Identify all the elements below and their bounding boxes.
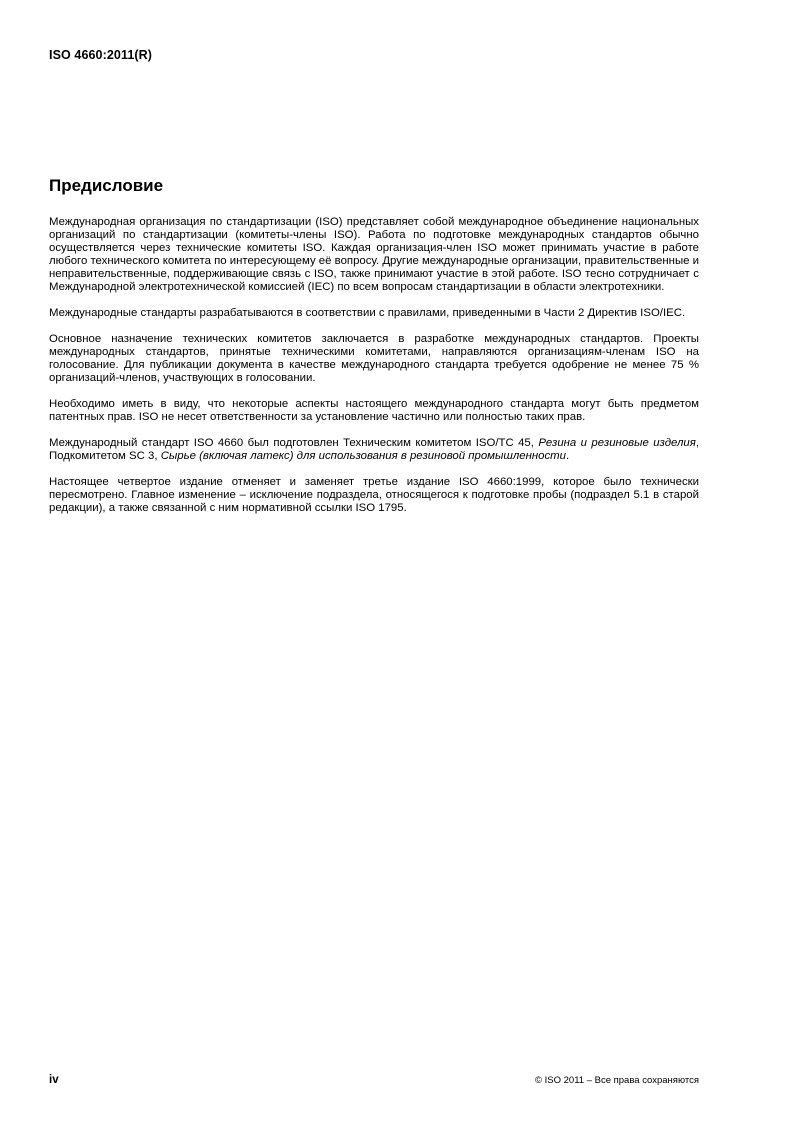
committee-title-italic: Резина и резиновые изделия — [538, 437, 696, 449]
prepared-by-text-3: . — [565, 450, 570, 462]
foreword-body — [49, 216, 699, 528]
subcommittee-title-italic: Сырье (включая латекс) для использования в резиновой промышленности — [160, 450, 566, 462]
document-id-header: ISO 4660:2011(R) — [49, 48, 153, 62]
paragraph-edition-changes: Настоящее четвертое издание отменяет и заменяет третье издание ISO 4660:1999, которое было технически пересмотрено. Главное изменение – исключение подраздела, относящегося к подготовке пробы (подраздел 5.1 в старой редакции), а также связанной с ним нормативной ссылки ISO 1795. — [49, 476, 699, 514]
paragraph-patent-rights: Необходимо иметь в виду, что некоторые аспекты настоящего международного стандарта могут быть предметом патентных прав. ISO не несет ответственности за установление частично или полностью таких прав. — [49, 398, 699, 423]
copyright-notice: © ISO 2011 – Все права сохраняются — [534, 1075, 699, 1086]
paragraph-prepared-by — [49, 437, 699, 463]
page-title: Предисловие — [49, 176, 164, 195]
paragraph-committees-task: Основное назначение технических комитетов заключается в разработке международных стандартов. Проекты международных стандартов, принятые техническими комитетами, направляются организациям-членам ISO на голосование. Для публикации документа в качестве международного стандарта требуется одобрение не менее 75 % организаций-членов, участвующих в голосовании. — [49, 333, 699, 384]
paragraph-iso-organization: Международная организация по стандартизации (ISO) представляет собой международное объединение национальных организаций по стандартизации (комитеты-члены ISO). Работа по подготовке международных стандартов обычно осуществляется через технические комитеты ISO. Каждая организация-член ISO может принимать участие в работе любого технического комитета по интересующему её вопросу. Другие международные организации, правительственные и неправительственные, поддерживающие связь с ISO, также принимают участие в этой работе. ISO тесно сотрудничает с Международной электротехнической комиссией (IEC) по всем вопросам стандартизации в области электротехники. — [49, 216, 699, 293]
page-number: iv — [49, 1074, 59, 1086]
prepared-by-text-1: Международный стандарт ISO 4660 был подготовлен Техническим комитетом ISO/TC 45, — [49, 437, 539, 449]
prepared-by-text-2: , Подкомитетом SC 3, — [49, 437, 699, 462]
paragraph-directives: Международные стандарты разрабатываются в соответствии с правилами, приведенными в Части 2 Директив ISO/IEC. — [49, 307, 686, 319]
